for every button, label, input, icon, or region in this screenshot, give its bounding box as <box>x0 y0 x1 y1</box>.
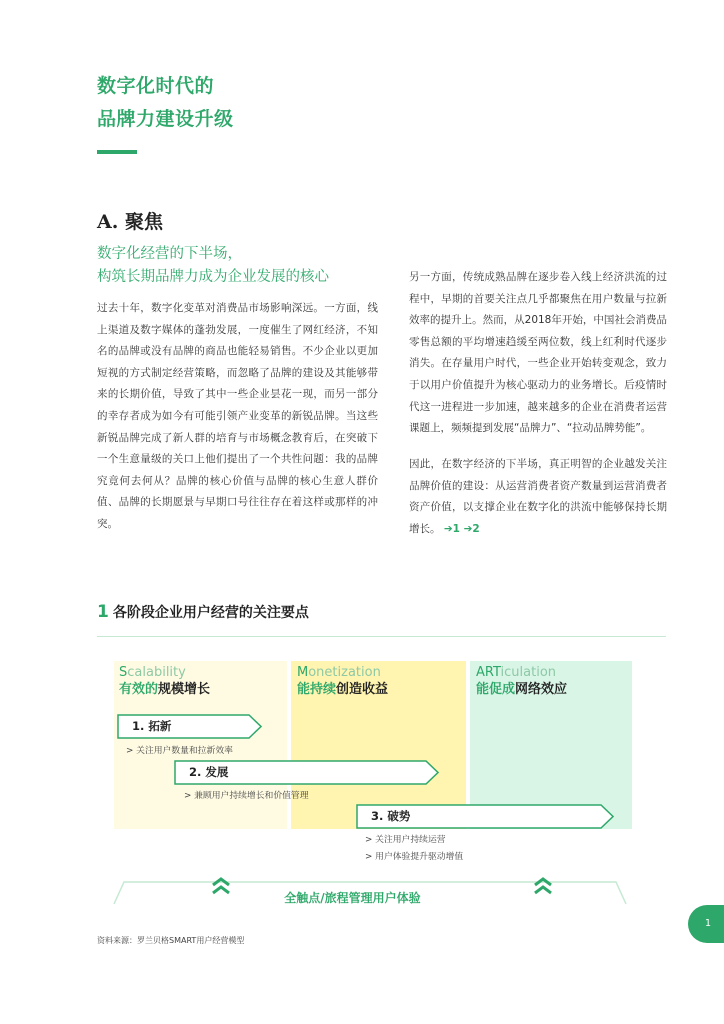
band-initial: S <box>119 665 128 680</box>
band-label-articulation <box>476 664 567 698</box>
band-dark: 创造收益 <box>336 682 389 697</box>
band-highlight: 有效的 <box>119 682 159 697</box>
right-column-paragraph-1: 另一方面，传统成熟品牌在逐步卷入线上经济洪流的过程中，早期的首要关注点几乎都聚焦在用户数量与拉新效率的提升上。然而，从2018年开始，中国社会消费品零售总额的平均增速趋缓至两位数，线上红利时代逐步消失。在存量用户时代，一些企业开始转变观念，致力于以用户价值提升为核心驱动力的业务增长。后疫情时代这一进程进一步加速，越来越多的企业在消费者运营课题上，频频提到发展“品牌力”、“拉动品牌势能”。 <box>409 271 667 435</box>
reference-links[interactable]: ➔1 ➔2 <box>443 522 480 535</box>
band-highlight: 能促成 <box>476 682 516 697</box>
band-initial: ART <box>476 665 501 680</box>
bottom-label <box>0 889 724 906</box>
section-subheading <box>97 243 387 289</box>
figure-title-text: 各阶段企业用户经营的关注要点 <box>112 605 309 621</box>
figure-number: 1 <box>97 602 109 622</box>
stage-bullet: > 用户体验提升驱动增值 <box>365 852 464 862</box>
band-label-monetization <box>297 664 388 698</box>
band-word-rest: iculation <box>500 665 557 680</box>
stage-label: 3. 破势 <box>371 809 411 823</box>
subheading-line2: 构筑长期品牌力成为企业发展的核心 <box>97 269 329 285</box>
band-dark: 网络效应 <box>515 682 568 697</box>
bottom-label-text: 全触点/旅程管理用户体验 <box>284 891 421 905</box>
band-highlight: 能持续 <box>297 682 337 697</box>
page-number: 1 <box>705 918 712 929</box>
stage-bullet: > 关注用户持续运营 <box>365 835 446 845</box>
stage-label: 2. 发展 <box>189 765 229 779</box>
left-column-paragraph: 过去十年，数字化变革对消费品市场影响深远。一方面，线上渠道及数字媒体的蓬勃发展，一度催生了网红经济，不知名的品牌或没有品牌的商品也能轻易销售。不少企业以更加短视的方式制定经营策略，而忽略了品牌的建设及其能够带来的长期价值，导致了其中一些企业昙花一现，而另一部分的幸存者成为如今有可能引领产业变革的新锐品牌。当这些新锐品牌完成了新人群的培育与市场概念教育后，在突破下一个生意量级的关口上他们提出了一个共性问题：我的品牌究竟何去何从？品牌的核心价值与品牌的核心生意人群价值、品牌的长期愿景与早期口号往往存在着这样或那样的冲突。 <box>97 302 378 530</box>
band-word-rest: calability <box>127 665 186 680</box>
stage-bullet: > 关注用户数量和拉新效率 <box>126 746 233 756</box>
page-title <box>97 70 234 136</box>
stage-arrow-2 <box>174 760 439 785</box>
band-word-rest: onetization <box>308 665 381 680</box>
page-title-line1: 数字化时代的 <box>97 75 215 97</box>
figure-title <box>97 602 309 622</box>
section-heading: A. 聚焦 <box>97 211 163 233</box>
source-note: 资料来源：罗兰贝格SMART用户经营模型 <box>97 936 245 945</box>
band-dark: 规模增长 <box>158 682 211 697</box>
subheading-line1: 数字化经营的下半场， <box>97 246 242 262</box>
right-paragraph-2-text: 因此，在数字经济的下半场，真正明智的企业越发关注品牌价值的建设：从运营消费者资产数量到运营消费者资产价值，以支撑企业在数字化的洪流中能够保持长期增长。 <box>409 458 667 535</box>
band-initial: M <box>297 665 309 680</box>
page-title-line2: 品牌力建设升级 <box>97 108 234 130</box>
stage-arrow-3 <box>356 804 614 829</box>
right-column-paragraph-2 <box>409 454 667 540</box>
title-divider <box>97 150 137 154</box>
stage-label: 1. 拓新 <box>132 719 172 733</box>
band-label-scalability <box>119 664 210 698</box>
stage-bullet: > 兼顾用户持续增长和价值管理 <box>184 791 309 801</box>
stage-arrow-1 <box>117 714 262 739</box>
figure-divider <box>97 636 666 637</box>
